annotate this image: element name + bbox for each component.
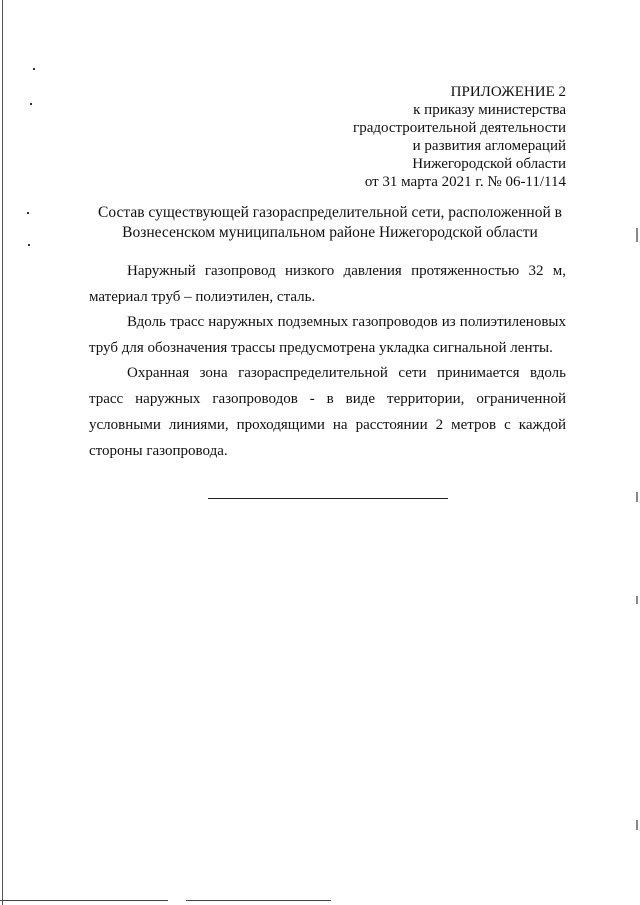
scan-right-mark (636, 596, 638, 604)
order-reference-line: к приказу министерства (413, 102, 566, 118)
scan-right-mark (636, 820, 638, 830)
scan-bottom-line (186, 900, 331, 901)
scan-speck (28, 244, 30, 246)
scan-right-mark (636, 228, 638, 242)
scan-speck (33, 68, 35, 70)
end-separator-line (208, 498, 448, 499)
body-paragraph: Охранная зона газораспределительной сети принимается вдоль трасс наружных газопроводов - в виде территории, ограниченной условными линиями, проходящими на расстоянии 2 метров с каждой стороны газопровода. (89, 365, 566, 459)
body-paragraph: Наружный газопровод низкого давления протяженностью 32 м, материал труб – полиэтилен, сталь. (89, 263, 566, 305)
order-date-number: от 31 марта 2021 г. № 06-11/114 (364, 174, 566, 190)
scan-left-edge (2, 0, 3, 905)
scan-bottom-line (0, 900, 168, 901)
body-paragraph: Вдоль трасс наружных подземных газопроводов из полиэтиленовых труб для обозначения трассы предусмотрена укладка сигнальной ленты. (89, 314, 566, 356)
scan-speck (30, 103, 32, 105)
ministry-name-line: и развития агломераций (412, 138, 566, 154)
scan-speck (27, 212, 29, 214)
title-line: Вознесенском муниципальном районе Нижегородской области (122, 224, 538, 241)
region-name-line: Нижегородской области (412, 156, 566, 172)
appendix-number: ПРИЛОЖЕНИЕ 2 (450, 84, 566, 100)
ministry-name-line: градостроительной деятельности (353, 120, 566, 136)
title-line: Состав существующей газораспределительной сети, расположенной в (98, 204, 562, 221)
appendix-header (266, 83, 566, 191)
document-title (80, 203, 580, 243)
scan-right-mark (636, 492, 638, 502)
